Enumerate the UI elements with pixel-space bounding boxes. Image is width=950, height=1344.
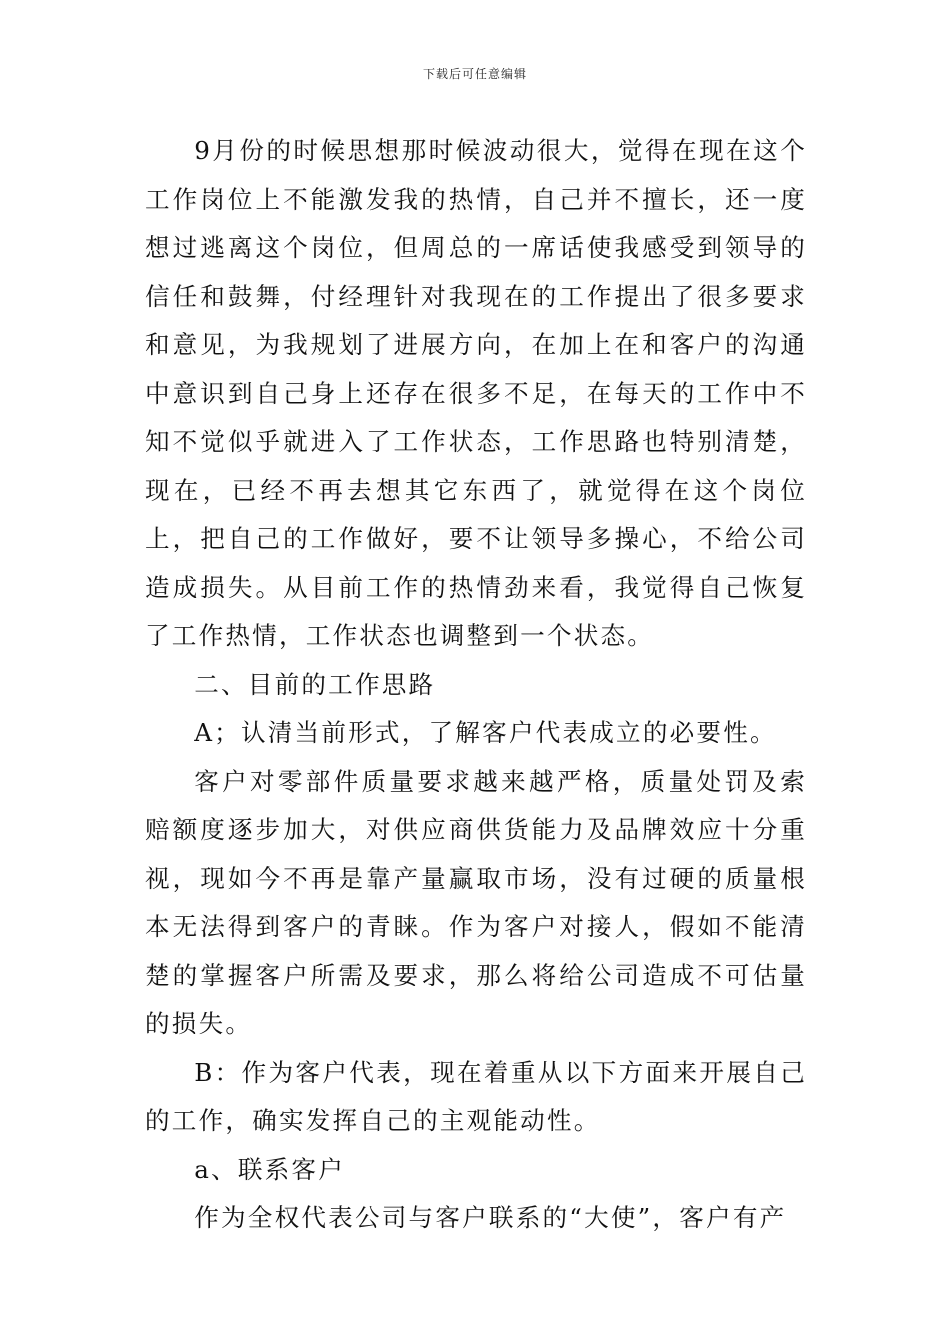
subheading-contact-customer: a、联系客户 [194,1154,346,1184]
document-body [145,127,807,1243]
paragraph-customer-quality: 客户对零部件质量要求越来越严格，质量处罚及索赔额度逐步加大，对供应商供货能力及品牌效应十分重视，现如今不再是靠产量赢取市场，没有过硬的质量根本无法得到客户的青睐。作为客户对接人，假如不能清楚的掌握客户所需及要求，那么将给公司造成不可估量的损失。 [145,766,807,1038]
section-heading-work-ideas: 二、目前的工作思路 [194,669,436,699]
paragraph-work-state: 9月份的时候思想那时候波动很大，觉得在现在这个工作岗位上不能激发我的热情，自己并不擅长，还一度想过逃离这个岗位，但周总的一席话使我感受到领导的信任和鼓舞，付经理针对我现在的工作提出了很多要求和意见，为我规划了进展方向，在加上在和客户的沟通中意识到自己身上还存在很多不足，在每天的工作中不知不觉似乎就进入了工作状态，工作思路也特别清楚，现在，已经不再去想其它东西了，就觉得在这个岗位上，把自己的工作做好，要不让领导多操心，不给公司造成损失。从目前工作的热情劲来看，我觉得自己恢复了工作热情，工作状态也调整到一个状态。 [145,136,807,650]
page-header-note: 下载后可任意编辑 [422,67,527,81]
subheading-b: B：作为客户代表，现在着重从以下方面来开展自己的工作，确实发挥自己的主观能动性。 [145,1057,807,1135]
paragraph-ambassador: 作为全权代表公司与客户联系的“大使”，客户有产 [194,1203,787,1232]
subheading-a: A；认清当前形式，了解客户代表成立的必要性。 [194,718,777,747]
